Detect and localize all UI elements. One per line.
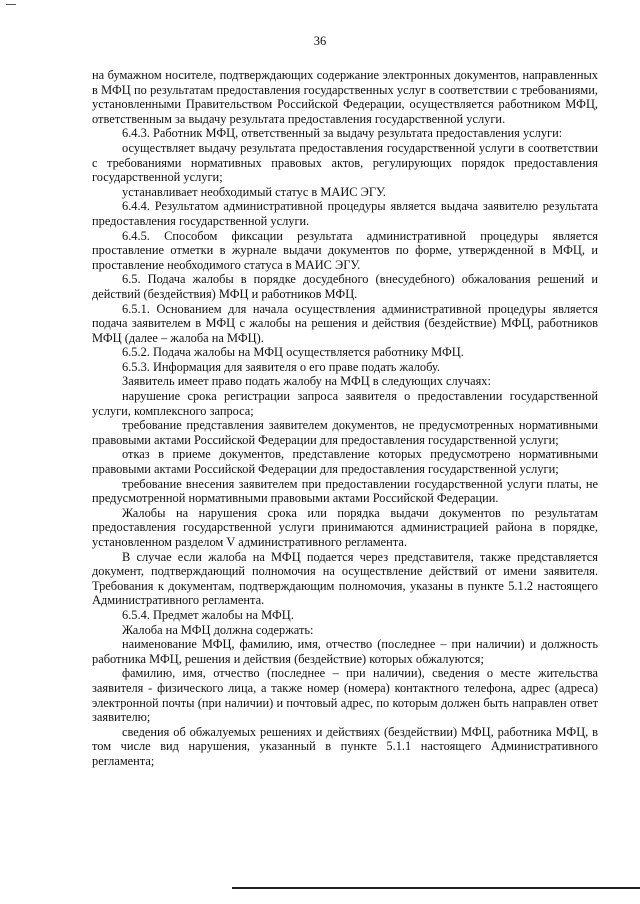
paragraph-case-fee: требование внесения заявителем при предоставлении государственной услуги платы, не предусмотренной нормативными правовыми актами Российской Федерации. — [92, 476, 598, 506]
paragraph-case-registration-delay: нарушение срока регистрации запроса заявителя о предоставлении государственной услуги, комплексного запроса; — [92, 389, 598, 418]
paragraph-6-5-4: 6.5.4. Предмет жалобы на МФЦ. — [122, 607, 294, 622]
paragraph-6-4-5: 6.4.5. Способом фиксации результата административной процедуры является проставление отметки в журнале выдачи документов по форме, утвержденной в МФЦ, и проставление необходимого статуса в МАИС ЭГУ. — [92, 228, 598, 272]
paragraph-content-mfc-name: наименование МФЦ, фамилию, имя, отчество (последнее – при наличии) и должность работника МФЦ, решения и действия (бездействие) которых обжалуются; — [92, 637, 598, 666]
paragraph-set-status: устанавливает необходимый статус в МАИС ЭГУ. — [122, 184, 386, 199]
scan-corner-mark — [6, 4, 16, 5]
paragraph-6-4-3: 6.4.3. Работник МФЦ, ответственный за выдачу результата предоставления услуги: — [122, 126, 563, 141]
scan-bottom-rule — [232, 887, 640, 889]
page-number: 36 — [313, 34, 327, 48]
paragraph-6-5-1: 6.5.1. Основанием для начала осуществления административной процедуры является подача заявителем в МФЦ с жалобы на решения и действия (бездействие) МФЦ, работников МФЦ (далее – жалоба на МФЦ). — [92, 301, 598, 345]
paragraph-6-4-4: 6.4.4. Результатом административной процедуры является выдача заявителю результата предоставления государственной услуги. — [92, 199, 598, 228]
paragraph-6-5-3: 6.5.3. Информация для заявителя о его праве подать жалобу. — [122, 359, 440, 374]
paragraph-content-decisions: сведения об обжалуемых решениях и действиях (бездействии) МФЦ, работника МФЦ, в том числе вид нарушения, указанный в пункте 5.1.1 настоящего Административного регламента; — [92, 724, 598, 768]
paragraph-6-5-2: 6.5.2. Подача жалобы на МФЦ осуществляется работнику МФЦ. — [122, 345, 464, 360]
paragraph-representative: В случае если жалоба на МФЦ подается через представителя, также представляется документ, подтверждающий полномочия на осуществление действий от имени заявителя. Требования к документам, подтверждающим полномочия, указаны в пункте 5.1.2 настоящего Административного регламента. — [92, 549, 598, 608]
paragraph-case-extra-documents: требование представления заявителем документов, не предусмотренных нормативными правовыми актами Российской Федерации для предоставления государственной услуги; — [92, 418, 598, 447]
paragraph-content-applicant: фамилию, имя, отчество (последнее – при наличии), сведения о месте жительства заявителя - физического лица, а также номер (номера) контактного телефона, адрес (адреса) электронной почты (при наличии) и почтовый адрес, по которым должен быть направлен ответ заявителю; — [92, 666, 598, 725]
paragraph-complaints-deadline: Жалобы на нарушения срока или порядка выдачи документов по результатам предоставления государственной услуги принимаются администрацией района в порядке, установленном разделом V административного регламента. — [92, 505, 598, 549]
paragraph-issue-result: осуществляет выдачу результата предоставления государственной услуги в соответствии с требованиями нормативных правовых актов, регулирующих порядок предоставления государственной услуги; — [92, 140, 598, 185]
paragraph-case-refusal: отказ в приеме документов, представление которых предусмотрено нормативными правовыми актами Российской Федерации для предоставления государственной услуги; — [92, 447, 598, 477]
paragraph-complaint-contents: Жалоба на МФЦ должна содержать: — [122, 622, 314, 637]
paragraph-continuation: на бумажном носителе, подтверждающих содержание электронных документов, направленных в МФЦ по результатам предоставления государственных услуг в соответствии с требованиями, установленными Правительством Российской Федерации, осуществляется работником МФЦ, ответственным за выдачу результата предоставления государственной услуги. — [92, 68, 598, 126]
paragraph-complaint-cases: Заявитель имеет право подать жалобу на МФЦ в следующих случаях: — [122, 374, 491, 389]
document-text-body — [92, 68, 598, 769]
paragraph-6-5: 6.5. Подача жалобы в порядке досудебного (внесудебного) обжалования решений и действий (бездействия) МФЦ и работников МФЦ. — [92, 272, 598, 301]
